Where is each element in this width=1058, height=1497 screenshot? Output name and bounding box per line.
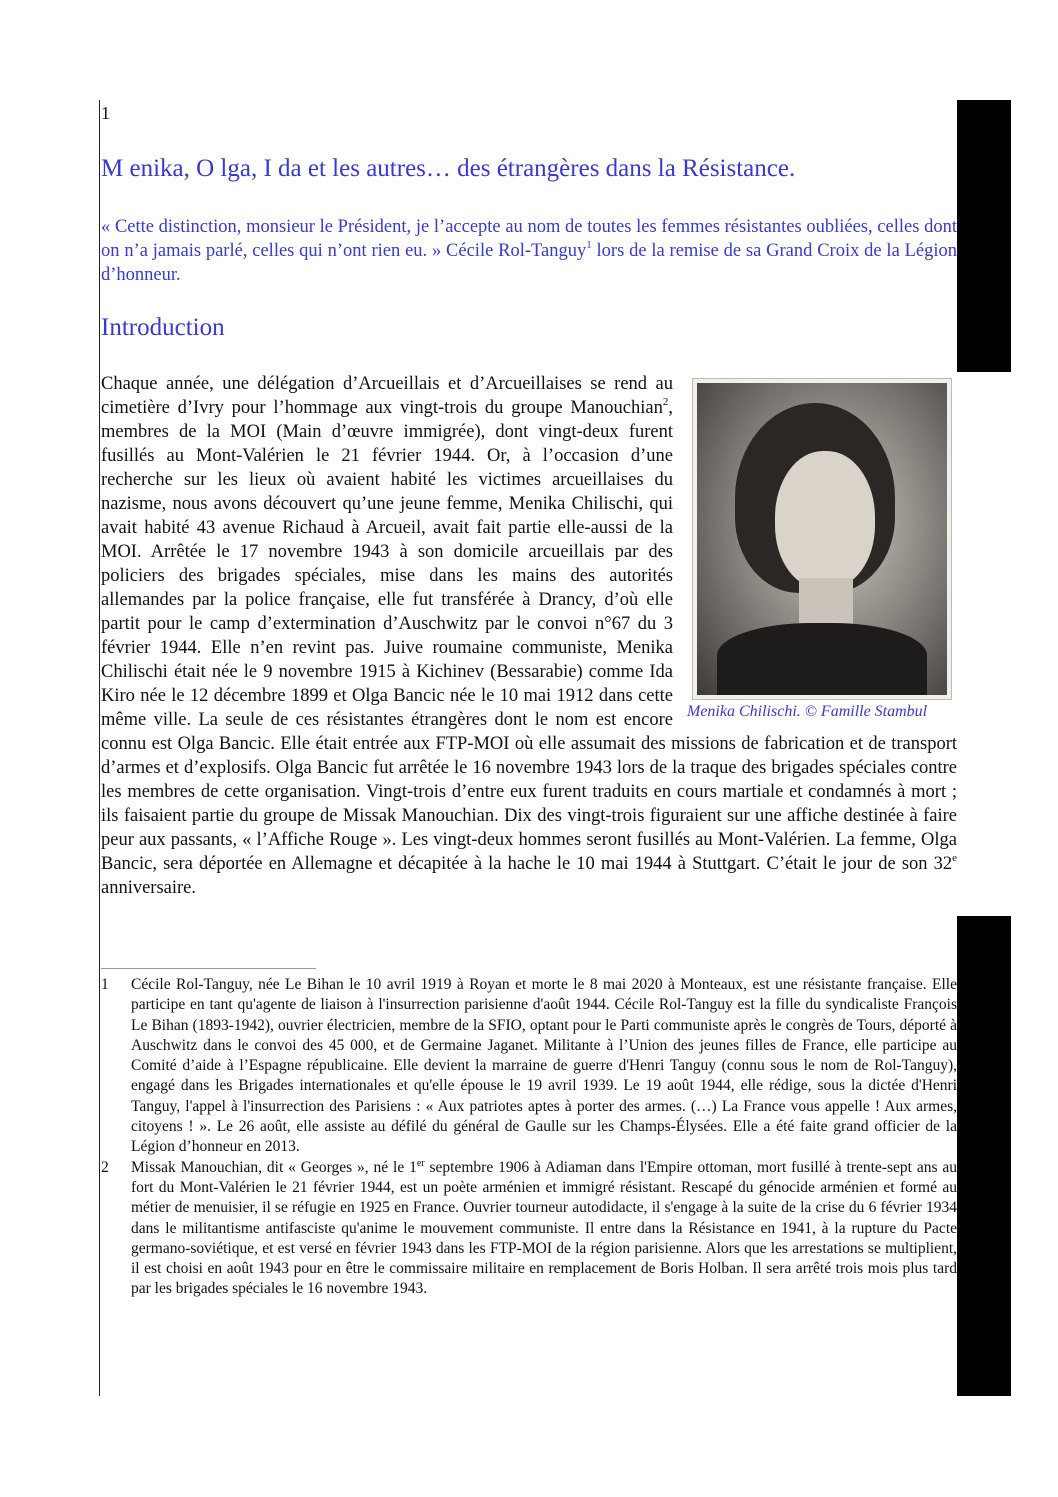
footnote-number: 2 <box>101 1158 109 1176</box>
footnote-text: Cécile Rol-Tanguy, née Le Bihan le 10 avril 1919 à Royan et morte le 8 mai 2020 à Monteaux, est une résistante française. Elle participe en tant qu'agente de liaison à l'insurrection parisienne d'août 1944. Cécile Rol-Tanguy est la fille du syndicaliste François Le Bihan (1893-1942), ouvrier électricien, membre de la SFIO, optant pour le Parti communiste après le congrès de Tours, déporté à Auschwitz dans le convoi des 45 000, et de Germaine Jaganet. Militante à l’Union des jeunes filles de France, elle participe au Comité d’aide à l’Espagne républicaine. Elle devient la marraine de guerre d'Henri Tanguy (connu sous le nom de Rol-Tanguy), engagé dans les Brigades internationales et qu'elle épouse le 19 avril 1939. Le 19 août 1944, elle rédige, sous la dictée d'Henri Tanguy, l'appel à l'insurrection des Parisiens : « Aux patriotes aptes à porter des armes. (…) La France vous appelle ! Aux armes, citoyens ! ». Le 26 août, elle assiste au défilé du général de Gaulle sur les Champs-Élysées. Elle a été faite grand officier de la Légion d’honneur en 2013. <box>131 976 957 1156</box>
right-margin-bar-bottom <box>957 916 1011 1396</box>
left-margin-rule <box>99 100 100 1396</box>
footnote-2 <box>101 1158 957 1300</box>
section-heading-introduction: Introduction <box>101 314 225 341</box>
epigraph-quote <box>101 215 957 287</box>
portrait-figure <box>687 379 957 723</box>
right-margin-bar-top <box>957 100 1011 372</box>
footnote-text-part1: Missak Manouchian, dit « Georges », né le 1 <box>131 1158 417 1176</box>
portrait-dress <box>717 623 927 695</box>
portrait-photo <box>693 379 951 699</box>
footnote-number: 1 <box>101 976 109 993</box>
portrait-face <box>775 451 875 589</box>
intro-text-part1: Chaque année, une délégation d’Arcueillais et d’Arcueillaises se rend au cimetière d’Ivry pour l’hommage aux vingt-trois du groupe Manouchian <box>101 374 673 418</box>
intro-text-part2: , membres de la MOI (Main d’œuvre immigrée), dont vingt-deux furent fusillés au Mont-Valérien le 21 février 1944. Or, à l’occasion d’une recherche sur les lieux où avaient habité les victimes arcueillaises du nazisme, nous avons découvert qu’une jeune femme, Menika Chilischi, qui avait habité 43 avenue Richaud à Arcueil, avait fait partie elle-aussi de la MOI. Arrêtée le 17 novembre 1943 à son domicile arcueillais par des policiers des brigades spéciales, mise dans les mains des autorités allemandes par la police française, elle fut transférée à Drancy, d’où elle partit pour le camp d’extermination d’Auschwitz par le convoi n°67 du 3 février 1944. Elle n’en revint pas. Juive roumaine communiste, Menika Chilischi était née le 9 novembre 1915 à Kichinev (Bessarabie) comme Ida Kiro née le 12 décembre 1899 et Olga Bancic née le 10 mai 1912 dans cette même ville. La seule de ces résistantes étrangères dont le nom est encore connu est Olga Bancic. Elle était entrée aux FTP-MOI où elle assumait des missions de fabrication et de transport d’armes et d’explosifs. Olga Bancic fut arrêtée le 16 novembre 1943 lors de la traque des brigades spéciales contre les membres de cette organisation. Vingt-trois d’entre eux furent traduits en cours martiale et condamnés à mort ; ils faisaient partie du groupe de Missak Manouchian. Dix des vingt-trois figuraient sur une affiche destinée à faire peur aux passants, « l’Affiche Rouge ». Les vingt-deux hommes seront fusillés au Mont-Valérien. La femme, Olga Bancic, sera déportée en Allemagne et décapitée à la hache le 10 mai 1944 à Stuttgart. C’était le jour de son 32 <box>101 398 957 874</box>
footnote-separator <box>101 968 316 969</box>
portrait-caption: Menika Chilischi. © Famille Stambul <box>687 703 928 720</box>
intro-text-part3: anniversaire. <box>101 878 197 898</box>
page-number: 1 <box>101 103 110 123</box>
document-title: M enika, O lga, I da et les autres… des étrangères dans la Résistance. <box>101 155 796 182</box>
footnotes <box>101 975 957 1300</box>
footnote-1 <box>101 975 957 1158</box>
epigraph-text: « Cette distinction, monsieur le Président, je l’accepte au nom de toutes les femmes résistantes oubliées, celles dont on n’a jamais parlé, celles qui n’ont rien eu. » Cécile Rol-Tanguy <box>101 217 957 261</box>
ordinal-suffix: er <box>416 1157 425 1169</box>
intro-paragraph <box>101 372 957 900</box>
footnote-text-part2: septembre 1906 à Adiaman dans l'Empire ottoman, mort fusillé à trente-sept ans au fort du Mont-Valérien le 21 février 1944, est un poète arménien et immigré résistant. Rescapé du génocide arménien et formé au métier de menuisier, il se réfugie en 1925 en France. Ouvrier tourneur autodidacte, il s'engage à la suite de la crise du 6 février 1934 dans le militantisme antifasciste qu'anime le mouvement communiste. Il entre dans la Résistance en 1941, à la rupture du Pacte germano-soviétique, et est versé en février 1943 dans les FTP-MOI de la région parisienne. Alors que les arrestations se multiplient, il est choisi en août 1943 pour en être le commissaire militaire en remplacement de Boris Holban. Il sera arrêté trois mois plus tard par les brigades spéciales le 16 novembre 1943. <box>131 1158 957 1298</box>
footnote-ref-1[interactable]: 1 <box>586 239 592 251</box>
ordinal-suffix: e <box>952 852 957 864</box>
epigraph-attribution: lors de la remise de sa Grand Croix de la Légion d’honneur. <box>101 241 957 285</box>
footnote-ref-2[interactable]: 2 <box>662 396 669 408</box>
